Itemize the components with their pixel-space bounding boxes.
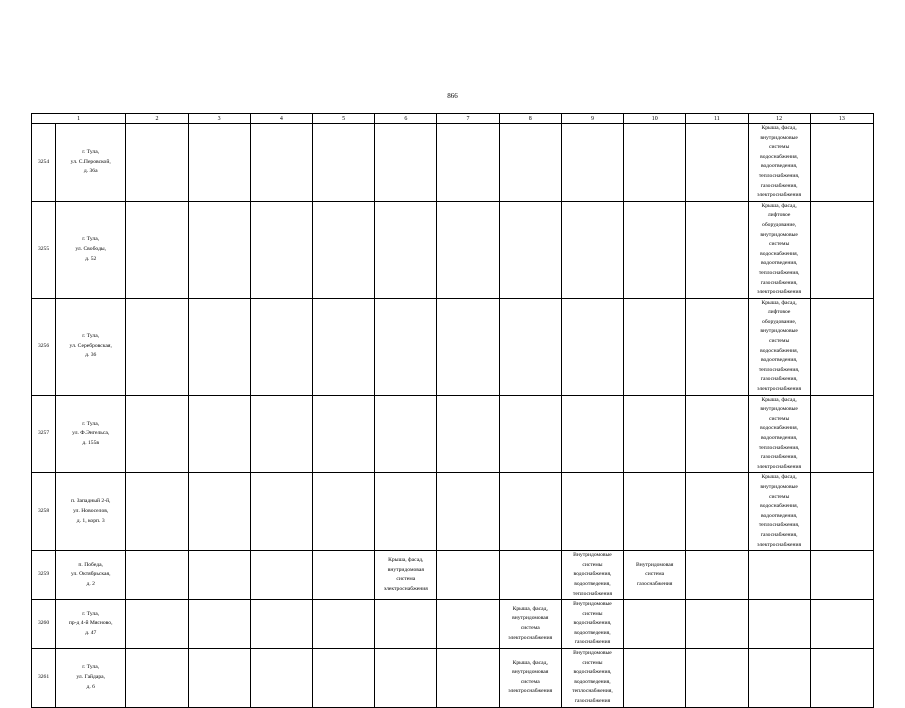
empty-cell xyxy=(810,395,873,473)
column-header: 8 xyxy=(499,114,561,124)
empty-cell xyxy=(810,473,873,551)
works-cell-col12 xyxy=(748,600,810,649)
empty-cell xyxy=(126,395,188,473)
works-cell-col6 xyxy=(375,298,437,395)
empty-cell xyxy=(686,600,748,649)
empty-cell xyxy=(126,298,188,395)
column-header: 2 xyxy=(126,114,188,124)
empty-cell xyxy=(250,473,312,551)
empty-cell xyxy=(126,473,188,551)
table-row xyxy=(32,473,874,551)
empty-cell xyxy=(686,473,748,551)
column-header: 12 xyxy=(748,114,810,124)
header-row xyxy=(32,114,874,124)
works-cell-col8 xyxy=(499,124,561,202)
empty-cell xyxy=(126,600,188,649)
works-cell-col9 xyxy=(561,395,623,473)
empty-cell xyxy=(312,201,374,298)
empty-cell xyxy=(437,551,499,600)
empty-cell xyxy=(188,649,250,708)
empty-cell xyxy=(188,124,250,202)
empty-cell xyxy=(188,298,250,395)
empty-cell xyxy=(188,395,250,473)
row-number-cell: 3256 xyxy=(32,298,56,395)
table-row xyxy=(32,551,874,600)
address-cell: п. Победа, ул. Октябрьская, д. 2 xyxy=(56,551,126,600)
works-cell-col12 xyxy=(748,649,810,708)
empty-cell xyxy=(437,473,499,551)
empty-cell xyxy=(810,124,873,202)
empty-cell xyxy=(250,551,312,600)
empty-cell xyxy=(188,600,250,649)
empty-cell xyxy=(312,395,374,473)
empty-cell xyxy=(810,201,873,298)
empty-cell xyxy=(686,551,748,600)
works-cell-col12: Крыша, фасад, внутридомовые системы водоснабжения, водоотведения, теплоснабжения, газоснабжения, электроснабжения xyxy=(748,395,810,473)
empty-cell xyxy=(250,649,312,708)
empty-cell xyxy=(437,395,499,473)
empty-cell xyxy=(686,298,748,395)
works-cell-col12 xyxy=(748,551,810,600)
works-cell-col10 xyxy=(624,600,686,649)
empty-cell xyxy=(810,649,873,708)
works-cell-col10 xyxy=(624,298,686,395)
works-cell-col9 xyxy=(561,201,623,298)
address-cell: г. Тула, ул. Ф.Энгельса, д. 155в xyxy=(56,395,126,473)
works-cell-col10 xyxy=(624,473,686,551)
empty-cell xyxy=(250,395,312,473)
works-cell-col12: Крыша, фасад, внутридомовые системы водоснабжения, водоотведения, теплоснабжения, газоснабжения, электроснабжения xyxy=(748,473,810,551)
works-cell-col10 xyxy=(624,201,686,298)
empty-cell xyxy=(126,201,188,298)
works-cell-col9 xyxy=(561,124,623,202)
empty-cell xyxy=(312,298,374,395)
works-cell-col8 xyxy=(499,473,561,551)
works-cell-col8: Крыша, фасад, внутридомовая система электроснабжения xyxy=(499,600,561,649)
works-cell-col8 xyxy=(499,551,561,600)
column-header: 1 xyxy=(32,114,126,124)
works-cell-col8 xyxy=(499,298,561,395)
works-cell-col6 xyxy=(375,124,437,202)
column-header: 3 xyxy=(188,114,250,124)
empty-cell xyxy=(250,600,312,649)
empty-cell xyxy=(188,551,250,600)
empty-cell xyxy=(250,124,312,202)
empty-cell xyxy=(686,649,748,708)
works-cell-col10 xyxy=(624,124,686,202)
empty-cell xyxy=(437,298,499,395)
works-cell-col8 xyxy=(499,395,561,473)
empty-cell xyxy=(810,298,873,395)
works-cell-col6 xyxy=(375,201,437,298)
column-header: 13 xyxy=(810,114,873,124)
works-cell-col6: Крыша, фасад, внутридомовая система электроснабжения xyxy=(375,551,437,600)
row-number-cell: 3257 xyxy=(32,395,56,473)
empty-cell xyxy=(250,201,312,298)
empty-cell xyxy=(188,473,250,551)
works-cell-col12: Крыша, фасад, внутридомовые системы водоснабжения, водоотведения, теплоснабжения, газоснабжения, электроснабжения xyxy=(748,124,810,202)
row-number-cell: 3260 xyxy=(32,600,56,649)
column-header: 4 xyxy=(250,114,312,124)
works-cell-col10: Внутридомовая система газоснабжения xyxy=(624,551,686,600)
address-cell: г. Тула, ул. Серебровская, д. 36 xyxy=(56,298,126,395)
works-cell-col6 xyxy=(375,473,437,551)
empty-cell xyxy=(810,600,873,649)
column-header: 7 xyxy=(437,114,499,124)
address-cell: г. Тула, пр-д 4-й Мясново, д. 47 xyxy=(56,600,126,649)
row-number-cell: 3261 xyxy=(32,649,56,708)
works-cell-col8: Крыша, фасад, внутридомовая система электроснабжения xyxy=(499,649,561,708)
empty-cell xyxy=(437,600,499,649)
works-cell-col10 xyxy=(624,649,686,708)
empty-cell xyxy=(126,124,188,202)
empty-cell xyxy=(126,649,188,708)
empty-cell xyxy=(686,201,748,298)
empty-cell xyxy=(312,124,374,202)
address-cell: г. Тула, ул. Гайдара, д. 6 xyxy=(56,649,126,708)
table-row xyxy=(32,600,874,649)
table-row xyxy=(32,298,874,395)
row-number-cell: 3258 xyxy=(32,473,56,551)
works-cell-col9 xyxy=(561,473,623,551)
column-header: 5 xyxy=(312,114,374,124)
empty-cell xyxy=(250,298,312,395)
address-cell: г. Тула, ул. С.Перовской, д. 36а xyxy=(56,124,126,202)
empty-cell xyxy=(126,551,188,600)
column-header: 10 xyxy=(624,114,686,124)
empty-cell xyxy=(810,551,873,600)
empty-cell xyxy=(686,124,748,202)
row-number-cell: 3254 xyxy=(32,124,56,202)
address-cell: п. Западный 2-й, ул. Новоселов, д. 1, корп. 3 xyxy=(56,473,126,551)
empty-cell xyxy=(437,124,499,202)
works-cell-col9 xyxy=(561,298,623,395)
works-cell-col12: Крыша, фасад, лифтовое оборудование, внутридомовые системы водоснабжения, водоотведения, теплоснабжения, газоснабжения, электроснабжения xyxy=(748,201,810,298)
row-number-cell: 3259 xyxy=(32,551,56,600)
table-row xyxy=(32,395,874,473)
table-row xyxy=(32,124,874,202)
works-cell-col9: Внутридомовые системы водоснабжения, водоотведения, теплоснабжения xyxy=(561,551,623,600)
works-cell-col6 xyxy=(375,395,437,473)
empty-cell xyxy=(437,201,499,298)
empty-cell xyxy=(437,649,499,708)
empty-cell xyxy=(312,551,374,600)
works-cell-col6 xyxy=(375,600,437,649)
empty-cell xyxy=(312,600,374,649)
empty-cell xyxy=(686,395,748,473)
works-cell-col6 xyxy=(375,649,437,708)
empty-cell xyxy=(188,201,250,298)
row-number-cell: 3255 xyxy=(32,201,56,298)
works-cell-col10 xyxy=(624,395,686,473)
column-header: 6 xyxy=(375,114,437,124)
repair-schedule-table xyxy=(31,113,874,708)
address-cell: г. Тула, ул. Свободы, д. 52 xyxy=(56,201,126,298)
works-cell-col9: Внутридомовые системы водоснабжения, водоотведения, теплоснабжения, газоснабжения xyxy=(561,649,623,708)
column-header: 9 xyxy=(561,114,623,124)
table-row xyxy=(32,649,874,708)
works-cell-col9: Внутридомовые системы водоснабжения, водоотведения, газоснабжения xyxy=(561,600,623,649)
column-header: 11 xyxy=(686,114,748,124)
page-number: 866 xyxy=(447,92,458,100)
empty-cell xyxy=(312,649,374,708)
works-cell-col12: Крыша, фасад, лифтовое оборудование, внутридомовые системы водоснабжения, водоотведения, теплоснабжения, газоснабжения, электроснабжения xyxy=(748,298,810,395)
empty-cell xyxy=(312,473,374,551)
table-row xyxy=(32,201,874,298)
works-cell-col8 xyxy=(499,201,561,298)
